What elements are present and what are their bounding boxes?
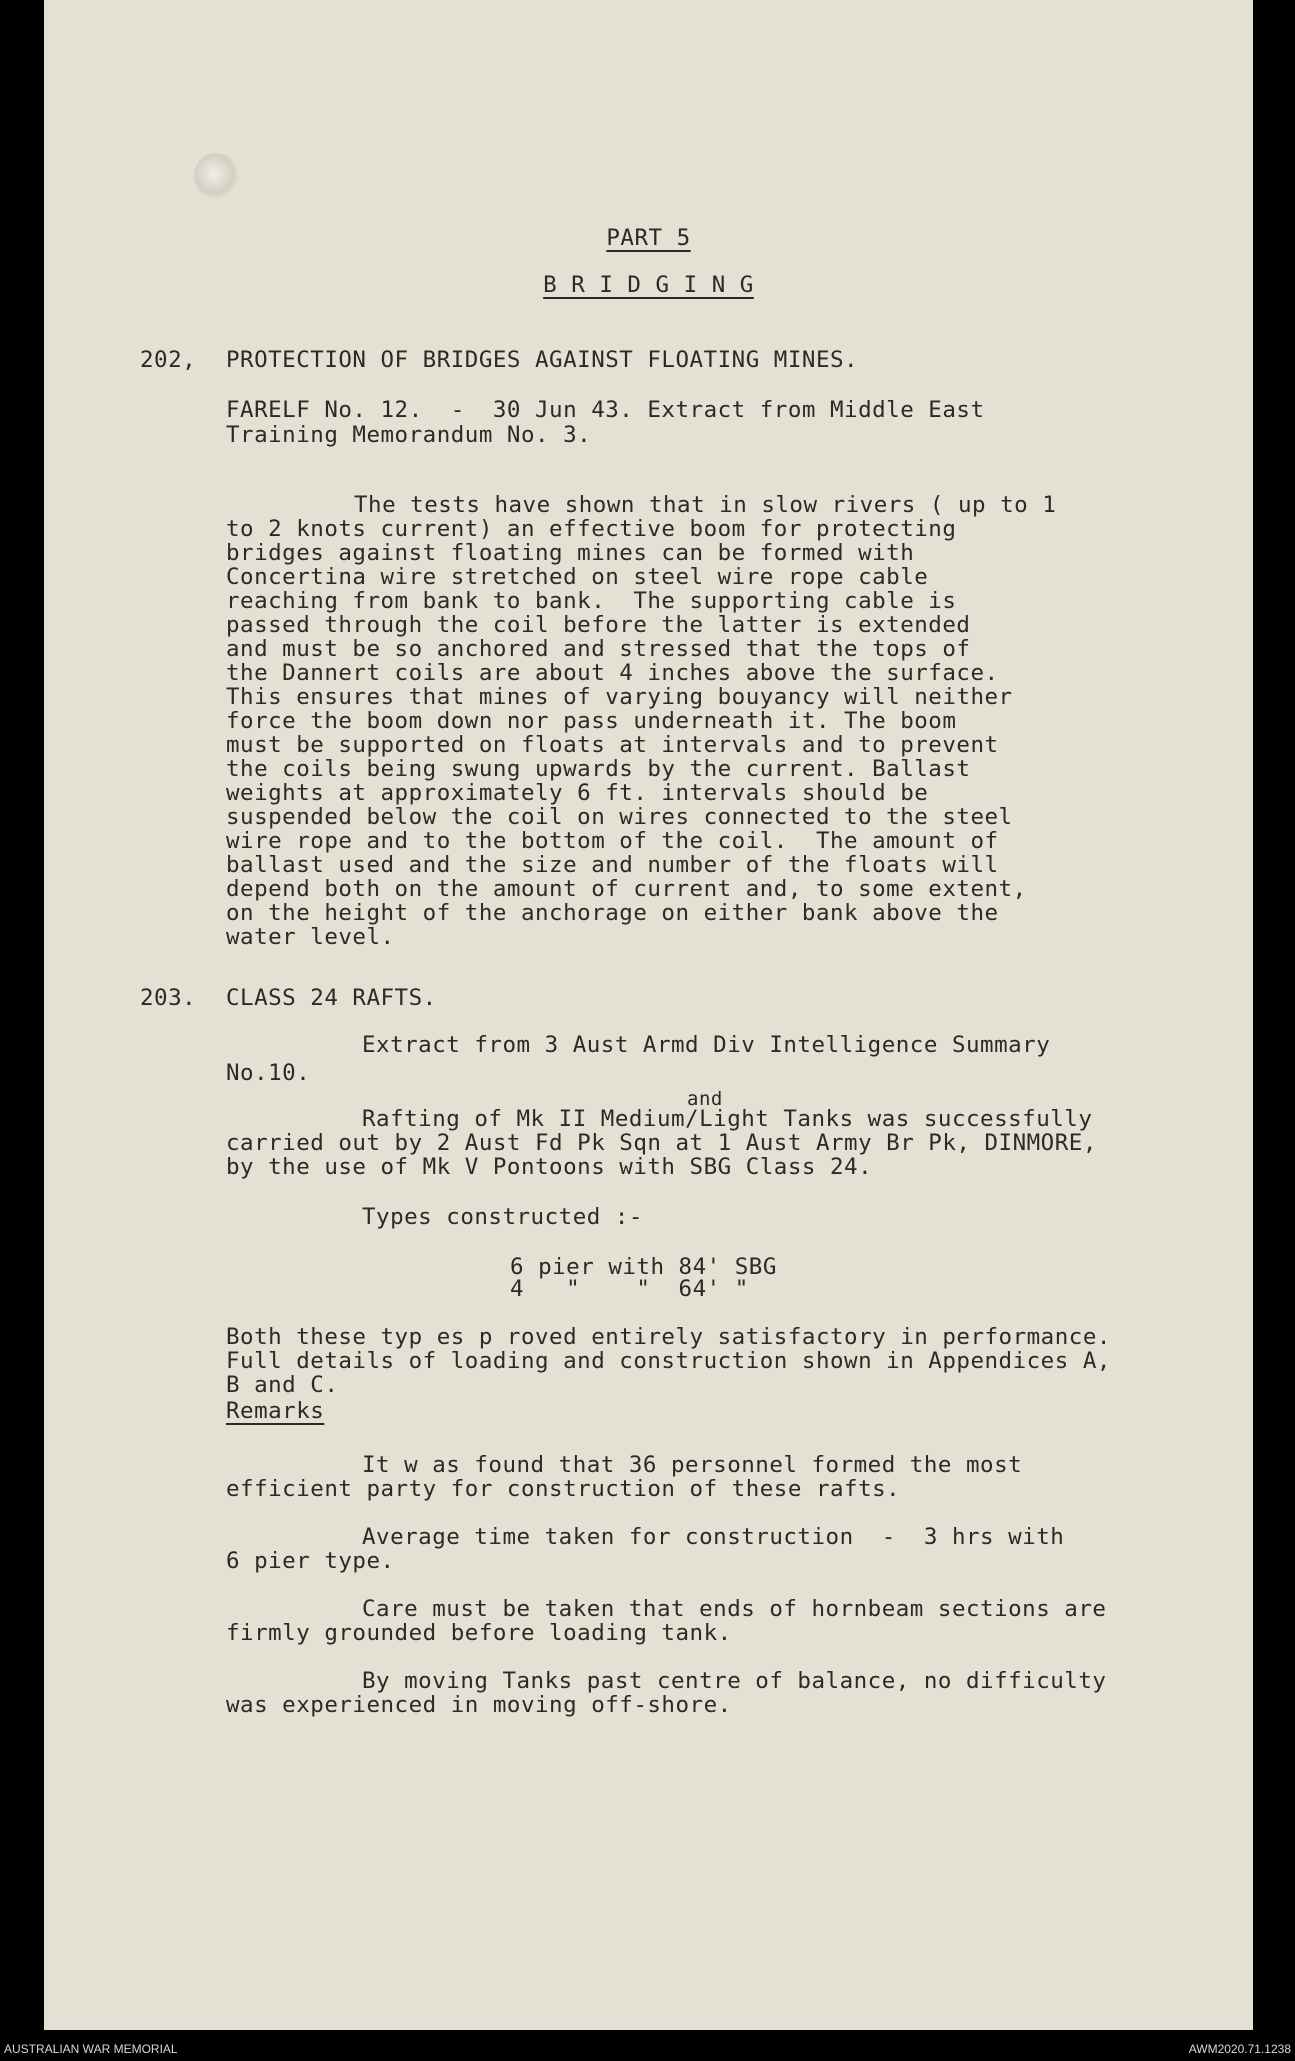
section-title: B R I D G I N G <box>543 272 754 298</box>
body-line: weights at approximately 6 ft. intervals should be <box>226 780 929 806</box>
body-line: suspended below the coil on wires connected to the steel <box>226 804 1013 830</box>
type-item: 6 pier with 84' SBG <box>510 1254 777 1280</box>
body-line: the coils being swung upwards by the current. Ballast <box>226 756 971 782</box>
footer-institution: AUSTRALIAN WAR MEMORIAL <box>4 2042 178 2056</box>
body-line: reaching from bank to bank. The supporting cable is <box>226 588 957 614</box>
para-number-203: 203. <box>140 985 197 1011</box>
type-item: 4 " " 64' " <box>510 1276 749 1302</box>
part-heading: PART 5 <box>606 225 691 251</box>
remark-line: By moving Tanks past centre of balance, no difficulty <box>362 1668 1107 1694</box>
body-line: on the height of the anchorage on either bank above the <box>226 900 999 926</box>
rafting-line: by the use of Mk V Pontoons with SBG Class 24. <box>226 1154 873 1180</box>
document-page <box>44 0 1253 2030</box>
body-line: depend both on the amount of current and, to some extent, <box>226 876 1027 902</box>
remarks-heading: Remarks <box>226 1398 325 1424</box>
extract-line: Extract from 3 Aust Armd Div Intelligence Summary <box>362 1032 1051 1058</box>
remark-line: Average time taken for construction - 3 hrs with <box>362 1524 1065 1550</box>
para-202-heading: PROTECTION OF BRIDGES AGAINST FLOATING MINES. <box>226 347 859 373</box>
body-line: must be supported on floats at intervals and to prevent <box>226 732 999 758</box>
body-line: the Dannert coils are about 4 inches above the surface. <box>226 660 999 686</box>
extract-line: No.10. <box>226 1060 311 1086</box>
paper-clip-mark <box>194 153 238 199</box>
remark-line: Care must be taken that ends of hornbeam sections are <box>362 1596 1107 1622</box>
para-203-heading: CLASS 24 RAFTS. <box>226 985 437 1011</box>
rafting-line: Rafting of Mk II Medium/Light Tanks was successfully <box>362 1106 1093 1132</box>
body-line: water level. <box>226 924 395 950</box>
remark-line: firmly grounded before loading tank. <box>226 1620 732 1646</box>
both-line: Both these typ es p roved entirely satisfactory in performance. <box>226 1324 1111 1350</box>
remark-line: was experienced in moving off-shore. <box>226 1692 732 1718</box>
handwritten-insertion: and <box>687 1088 723 1110</box>
body-line: The tests have shown that in slow rivers ( up to 1 <box>354 492 1057 518</box>
body-line: to 2 knots current) an effective boom for protecting <box>226 516 957 542</box>
body-line: and must be so anchored and stressed that the tops of <box>226 636 971 662</box>
body-line: Concertina wire stretched on steel wire rope cable <box>226 564 929 590</box>
body-line: wire rope and to the bottom of the coil. The amount of <box>226 828 999 854</box>
footer-accession-number: AWM2020.71.1238 <box>1188 2042 1291 2056</box>
remark-line: 6 pier type. <box>226 1548 395 1574</box>
body-line: passed through the coil before the latter is extended <box>226 612 971 638</box>
both-line: B and C. <box>226 1372 339 1398</box>
reference-line: FARELF No. 12. - 30 Jun 43. Extract from Middle East <box>226 397 985 423</box>
body-line: force the boom down nor pass underneath it. The boom <box>226 708 957 734</box>
types-label: Types constructed :- <box>362 1204 643 1230</box>
remark-line: efficient party for construction of these rafts. <box>226 1476 901 1502</box>
rafting-line: carried out by 2 Aust Fd Pk Sqn at 1 Aust Army Br Pk, DINMORE, <box>226 1130 1097 1156</box>
both-line: Full details of loading and construction shown in Appendices A, <box>226 1348 1111 1374</box>
body-line: This ensures that mines of varying bouyancy will neither <box>226 684 1013 710</box>
para-number-202: 202, <box>140 347 197 373</box>
body-line: ballast used and the size and number of the floats will <box>226 852 999 878</box>
remark-line: It w as found that 36 personnel formed the most <box>362 1452 1023 1478</box>
reference-line: Training Memorandum No. 3. <box>226 422 592 448</box>
body-line: bridges against floating mines can be formed with <box>226 540 915 566</box>
